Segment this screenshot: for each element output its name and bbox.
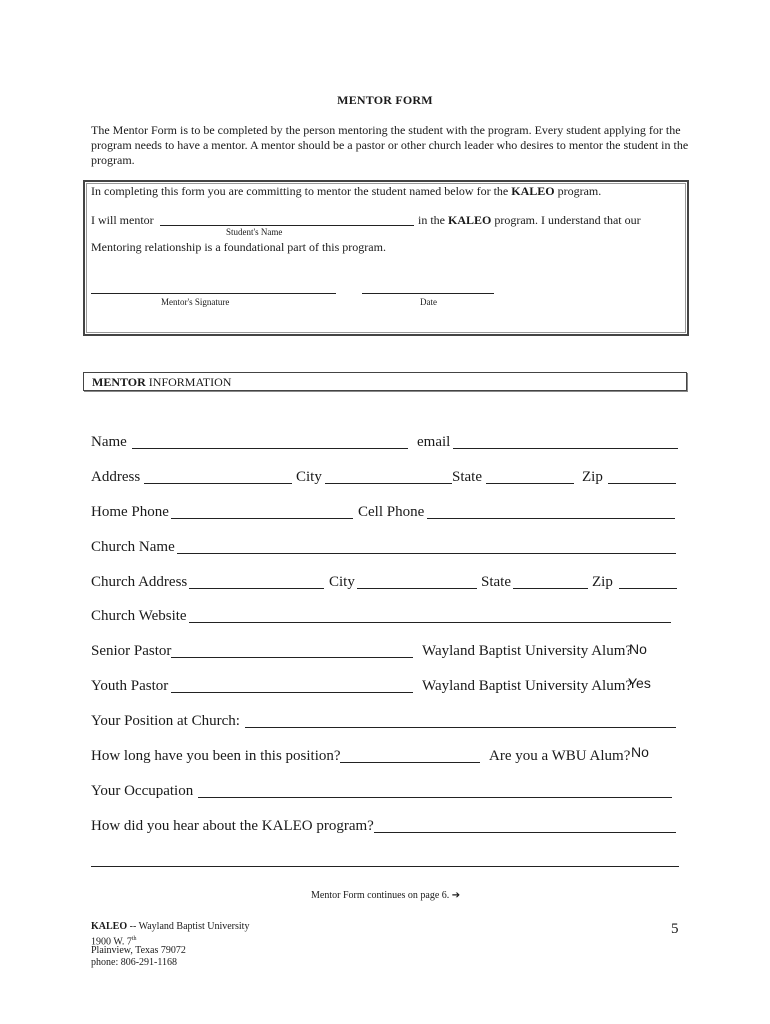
in-the-program-text: in the KALEO program. I understand that our: [418, 213, 641, 227]
church-city-label: City: [329, 574, 355, 590]
senior-pastor-alum-question: Wayland Baptist University Alum?: [422, 643, 633, 659]
church-state-field[interactable]: [513, 588, 588, 589]
student-name-line[interactable]: [160, 225, 414, 226]
commitment-line-1: In completing this form you are committing to mentor the student named below for the KALEO program.: [91, 184, 602, 198]
name-field[interactable]: [132, 448, 408, 449]
commitment-box: [83, 180, 689, 336]
page-title: MENTOR FORM: [337, 93, 433, 107]
zip-label: Zip: [582, 469, 603, 485]
occupation-label: Your Occupation: [91, 783, 194, 799]
church-city-field[interactable]: [357, 588, 477, 589]
address-field[interactable]: [144, 483, 292, 484]
email-label: email: [417, 434, 451, 450]
cell-phone-field[interactable]: [427, 518, 675, 519]
footer-city-state: Plainview, Texas 79072: [91, 945, 186, 956]
city-label: City: [296, 469, 322, 485]
church-state-label: State: [481, 574, 511, 590]
zip-field[interactable]: [608, 483, 676, 484]
church-name-label: Church Name: [91, 539, 175, 555]
church-address-label: Church Address: [91, 574, 188, 590]
youth-pastor-label: Youth Pastor: [91, 678, 169, 694]
home-phone-field[interactable]: [171, 518, 353, 519]
youth-pastor-alum-answer[interactable]: Yes: [628, 675, 651, 691]
mentor-signature-line[interactable]: [91, 293, 336, 294]
footer-street: 1900 W. 7th: [91, 936, 137, 948]
position-label: Your Position at Church:: [91, 713, 240, 729]
church-zip-label: Zip: [592, 574, 613, 590]
senior-pastor-label: Senior Pastor: [91, 643, 172, 659]
how-heard-field-continued[interactable]: [91, 866, 679, 867]
date-line[interactable]: [362, 293, 494, 294]
state-label: State: [452, 469, 482, 485]
intro-paragraph: The Mentor Form is to be completed by the person mentoring the student with the program. Every student applying for the program needs to have a mentor. A mentor should be a pastor or other church leader who desires to mentor the student in the program.: [91, 123, 689, 167]
continues-note: Mentor Form continues on page 6. ➔: [311, 890, 461, 901]
how-heard-field[interactable]: [374, 832, 676, 833]
footer-org: KALEO -- Wayland Baptist University: [91, 921, 250, 932]
church-address-field[interactable]: [189, 588, 324, 589]
wbu-alum-question: Are you a WBU Alum?: [489, 748, 631, 764]
address-label: Address: [91, 469, 141, 485]
home-phone-label: Home Phone: [91, 504, 169, 520]
mentor-signature-caption: Mentor's Signature: [161, 297, 230, 307]
i-will-mentor-label: I will mentor: [91, 213, 154, 227]
church-website-field[interactable]: [189, 622, 671, 623]
how-long-field[interactable]: [340, 762, 480, 763]
cell-phone-label: Cell Phone: [358, 504, 425, 520]
church-website-label: Church Website: [91, 608, 187, 624]
occupation-field[interactable]: [198, 797, 672, 798]
mentor-information-header: [83, 372, 687, 391]
youth-pastor-field[interactable]: [171, 692, 413, 693]
position-field[interactable]: [245, 727, 676, 728]
church-zip-field[interactable]: [619, 588, 677, 589]
page-number: 5: [671, 921, 679, 937]
state-field[interactable]: [486, 483, 574, 484]
commitment-line-3: Mentoring relationship is a foundational part of this program.: [91, 240, 386, 254]
mentor-information-title: MENTOR INFORMATION: [92, 375, 232, 389]
senior-pastor-field[interactable]: [171, 657, 413, 658]
city-field[interactable]: [325, 483, 452, 484]
name-label: Name: [91, 434, 127, 450]
senior-pastor-alum-answer[interactable]: No: [629, 641, 647, 657]
how-long-label: How long have you been in this position?: [91, 748, 341, 764]
date-caption: Date: [420, 297, 437, 307]
students-name-caption: Student's Name: [226, 227, 283, 237]
email-field[interactable]: [453, 448, 678, 449]
wbu-alum-answer[interactable]: No: [631, 744, 649, 760]
footer-phone: phone: 806-291-1168: [91, 957, 178, 968]
how-heard-label: How did you hear about the KALEO program?: [91, 818, 374, 834]
youth-pastor-alum-question: Wayland Baptist University Alum?: [422, 678, 633, 694]
church-name-field[interactable]: [177, 553, 676, 554]
